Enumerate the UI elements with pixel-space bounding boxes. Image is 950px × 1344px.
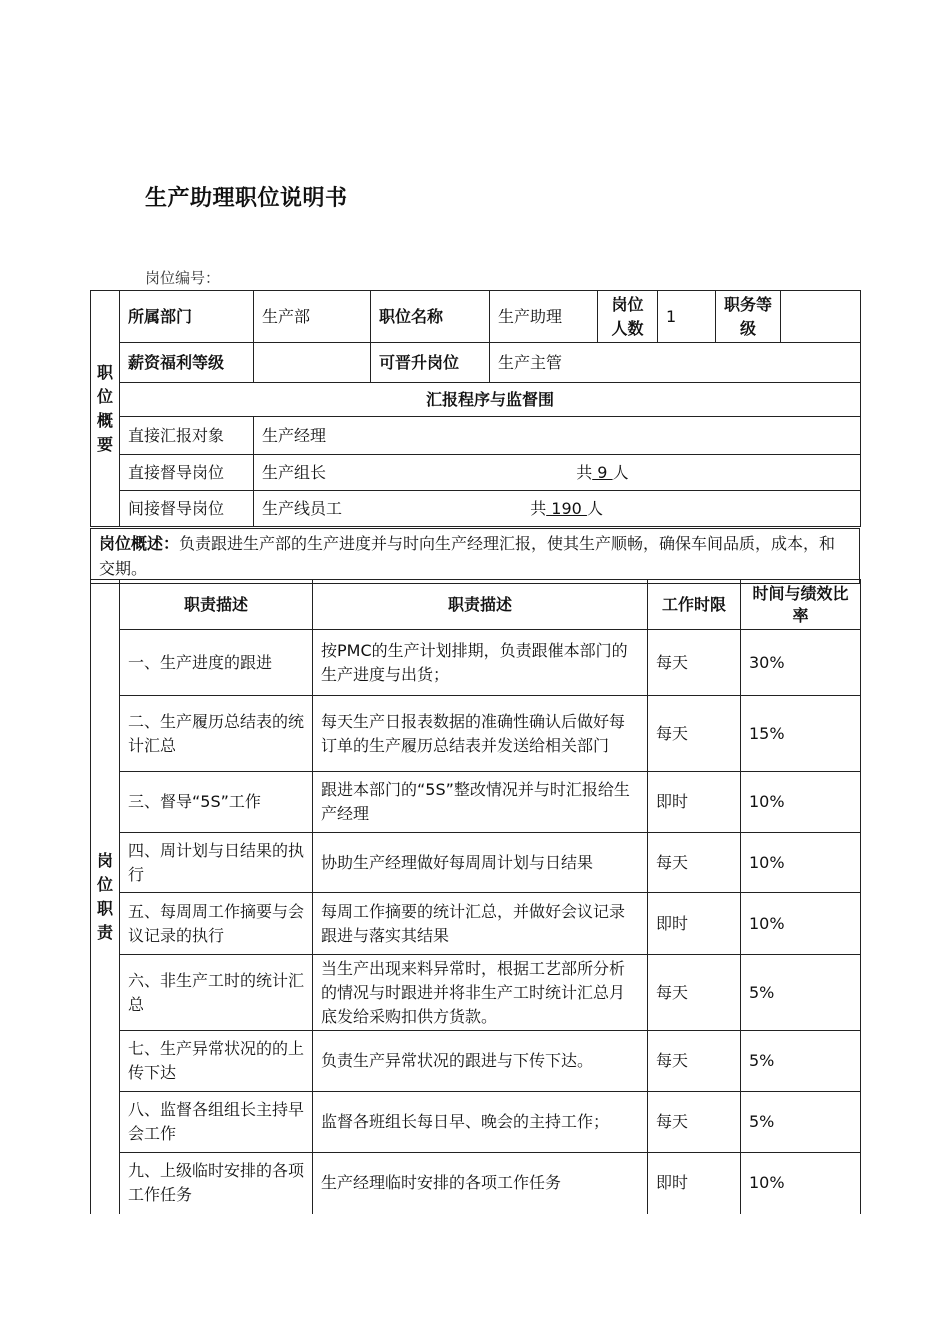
indirect-supervise-value: 生产线员工 — [262, 498, 343, 518]
header-time-limit: 工作时限 — [648, 580, 741, 630]
duties-side-label: 岗 位 职 责 — [91, 580, 120, 1214]
indirect-supervise-total-prefix: 共 — [530, 498, 547, 518]
promotion-label: 可晋升岗位 — [371, 343, 490, 383]
direct-supervise-count: 9 — [592, 462, 613, 482]
duty-time: 每天 — [648, 1092, 741, 1153]
direct-report-label: 直接汇报对象 — [120, 417, 254, 455]
header-ratio: 时间与绩效比率 — [741, 580, 861, 630]
table-row — [91, 1153, 861, 1214]
duty-name: 二、生产履历总结表的统计汇总 — [120, 696, 313, 772]
direct-supervise-unit: 人 — [612, 462, 629, 482]
position-value: 生产助理 — [490, 291, 598, 343]
duty-desc: 每天生产日报表数据的准确性确认后做好每订单的生产履历总结表并发送给相关部门 — [313, 696, 648, 772]
summary-label: 岗位概述： — [99, 534, 180, 553]
duty-ratio: 5% — [741, 955, 861, 1031]
promotion-value: 生产主管 — [490, 343, 861, 383]
table-row — [91, 833, 861, 893]
indirect-supervise-label: 间接督导岗位 — [120, 491, 254, 527]
headcount-value: 1 — [658, 291, 716, 343]
duty-name: 七、生产异常状况的的上传下达 — [120, 1031, 313, 1092]
summary-table — [90, 528, 860, 584]
duty-ratio: 10% — [741, 1153, 861, 1214]
duty-name: 六、非生产工时的统计汇总 — [120, 955, 313, 1031]
table-row — [91, 955, 861, 1031]
header-duty-desc: 职责描述 — [313, 580, 648, 630]
table-row — [91, 893, 861, 955]
summary-cell — [91, 529, 860, 584]
duty-name: 一、生产进度的跟进 — [120, 630, 313, 696]
duty-desc: 当生产出现来料异常时，根据工艺部所分析的情况与时跟进并将非生产工时统计汇总月底发给采购扣供方货款。 — [313, 955, 648, 1031]
duty-desc: 跟进本部门的“5S”整改情况并与时汇报给生产经理 — [313, 772, 648, 833]
direct-supervise-total-prefix: 共 — [576, 462, 593, 482]
duty-name: 八、监督各组组长主持早会工作 — [120, 1092, 313, 1153]
header-duty-name: 职责描述 — [120, 580, 313, 630]
duty-ratio: 10% — [741, 893, 861, 955]
duty-time: 每天 — [648, 955, 741, 1031]
indirect-supervise-cell — [254, 491, 861, 527]
table-row — [91, 630, 861, 696]
table-row — [91, 696, 861, 772]
direct-report-value: 生产经理 — [254, 417, 861, 455]
duty-ratio: 5% — [741, 1031, 861, 1092]
duty-time: 即时 — [648, 772, 741, 833]
duty-time: 每天 — [648, 1031, 741, 1092]
duty-time: 每天 — [648, 833, 741, 893]
duty-desc: 按PMC的生产计划排期，负责跟催本部门的生产进度与出货； — [313, 630, 648, 696]
dept-label: 所属部门 — [120, 291, 254, 343]
duty-desc: 生产经理临时安排的各项工作任务 — [313, 1153, 648, 1214]
job-number-label: 岗位编号： — [145, 269, 221, 287]
duty-ratio: 10% — [741, 772, 861, 833]
duty-time: 即时 — [648, 1153, 741, 1214]
duty-ratio: 30% — [741, 630, 861, 696]
position-label: 职位名称 — [371, 291, 490, 343]
dept-value: 生产部 — [254, 291, 371, 343]
overview-side-label: 职 位 概 要 — [91, 291, 120, 527]
indirect-supervise-count: 190 — [546, 498, 587, 518]
duty-desc: 负责生产异常状况的跟进与下传下达。 — [313, 1031, 648, 1092]
duty-ratio: 5% — [741, 1092, 861, 1153]
headcount-label: 岗位人数 — [598, 291, 658, 343]
summary-text: 负责跟进生产部的生产进度并与时向生产经理汇报，使其生产顺畅，确保车间品质，成本，和交期。 — [99, 534, 836, 578]
document-title: 生产助理职位说明书 — [145, 186, 348, 211]
table-row — [91, 1092, 861, 1153]
report-section-title: 汇报程序与监督围 — [120, 383, 861, 417]
duty-name: 九、上级临时安排的各项工作任务 — [120, 1153, 313, 1214]
grade-value — [781, 291, 861, 343]
grade-label: 职务等级 — [716, 291, 781, 343]
duty-name: 五、每周周工作摘要与会议记录的执行 — [120, 893, 313, 955]
duty-desc: 每周工作摘要的统计汇总，并做好会议记录跟进与落实其结果 — [313, 893, 648, 955]
direct-supervise-label: 直接督导岗位 — [120, 455, 254, 491]
indirect-supervise-unit: 人 — [586, 498, 603, 518]
salary-label: 薪资福利等级 — [120, 343, 254, 383]
direct-supervise-cell — [254, 455, 861, 491]
table-row — [91, 772, 861, 833]
table-row — [91, 1031, 861, 1092]
duty-time: 每天 — [648, 696, 741, 772]
duty-time: 每天 — [648, 630, 741, 696]
duty-desc: 监督各班组长每日早、晚会的主持工作； — [313, 1092, 648, 1153]
duties-table — [90, 579, 861, 1214]
duty-desc: 协助生产经理做好每周周计划与日结果 — [313, 833, 648, 893]
direct-supervise-value: 生产组长 — [262, 462, 327, 482]
salary-value — [254, 343, 371, 383]
duty-name: 三、督导“5S”工作 — [120, 772, 313, 833]
duty-ratio: 10% — [741, 833, 861, 893]
duty-name: 四、周计划与日结果的执行 — [120, 833, 313, 893]
overview-table — [90, 290, 861, 527]
duty-time: 即时 — [648, 893, 741, 955]
duty-ratio: 15% — [741, 696, 861, 772]
